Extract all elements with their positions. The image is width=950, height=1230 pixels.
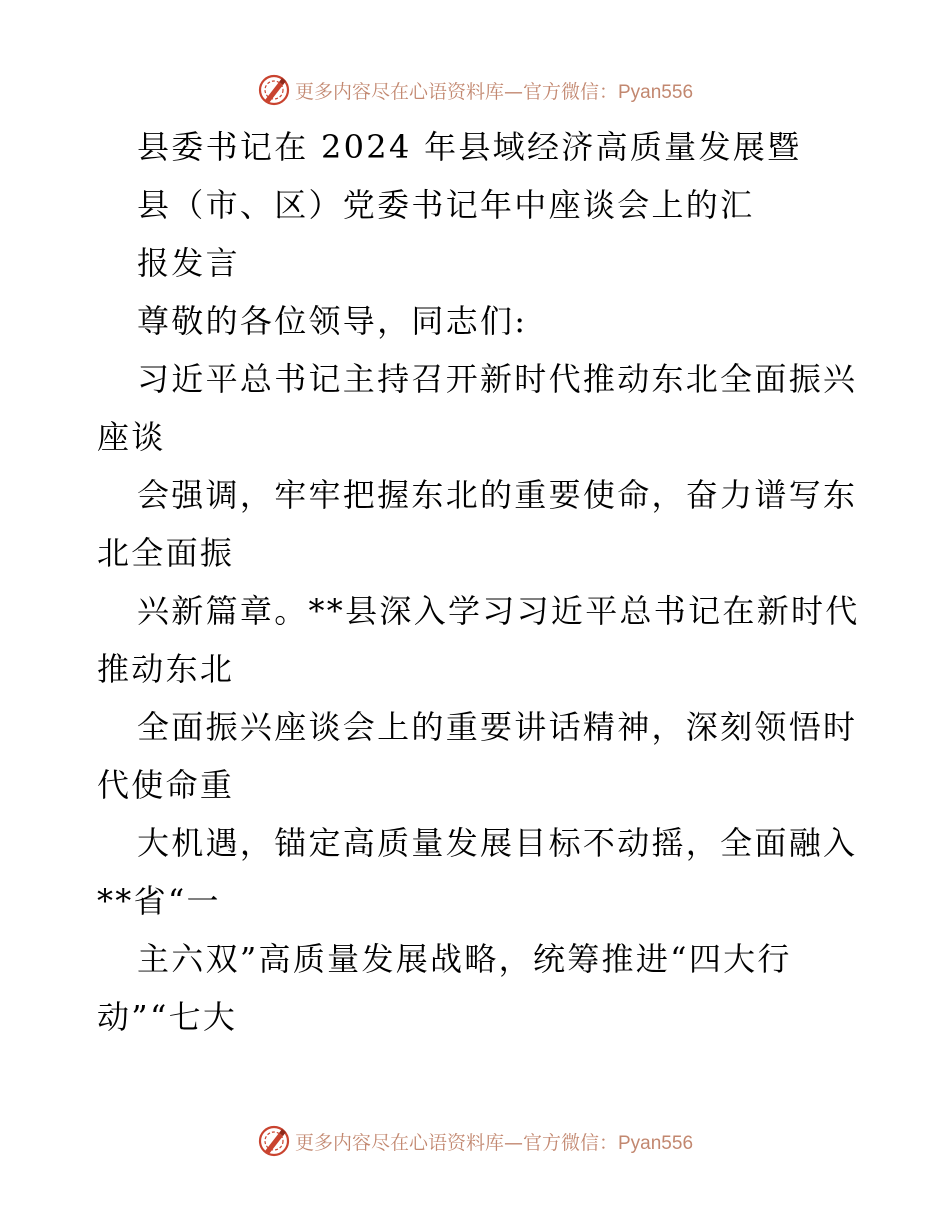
- banner-wechat-id: Pyan556: [618, 81, 694, 103]
- paragraph-line: 全面振兴座谈会上的重要讲话精神，深刻领悟时: [137, 708, 858, 746]
- banner-text: 更多内容尽在心语资料库—官方微信：: [294, 1131, 618, 1154]
- pen-logo-icon: [257, 1124, 291, 1158]
- title-line: 报发言: [137, 244, 240, 282]
- paragraph-line: 推动东北: [97, 650, 235, 688]
- banner-wechat-id: Pyan556: [618, 1132, 694, 1154]
- paragraph-line: 兴新篇章。**县深入学习习近平总书记在新时代: [137, 592, 860, 630]
- paragraph-line: **省“一: [97, 882, 221, 920]
- pen-logo-icon: [257, 73, 291, 107]
- banner-text: 更多内容尽在心语资料库—官方微信：: [294, 80, 618, 103]
- paragraph-line: 动”“七大: [97, 998, 238, 1036]
- salutation: 尊敬的各位领导，同志们:: [137, 302, 528, 340]
- paragraph-line: 代使命重: [97, 766, 235, 804]
- paragraph-line: 主六双”高质量发展战略，统筹推进“四大行: [137, 940, 792, 978]
- title-line: 县（市、区）党委书记年中座谈会上的汇: [137, 186, 755, 224]
- paragraph-line: 北全面振: [97, 534, 235, 572]
- document-paragraph: [97, 350, 860, 1046]
- paragraph-line: 大机遇，锚定高质量发展目标不动摇，全面融入: [137, 824, 858, 862]
- document-title: [97, 118, 857, 292]
- document-body: [97, 118, 860, 1046]
- footer-banner: [0, 1121, 950, 1161]
- paragraph-line: 习近平总书记主持召开新时代推动东北全面振兴: [137, 360, 858, 398]
- paragraph-line: 会强调，牢牢把握东北的重要使命，奋力谱写东: [137, 476, 858, 514]
- title-line: 县委书记在 2024 年县域经济高质量发展暨: [137, 128, 802, 166]
- header-banner: [0, 70, 950, 110]
- paragraph-line: 座谈: [97, 418, 166, 456]
